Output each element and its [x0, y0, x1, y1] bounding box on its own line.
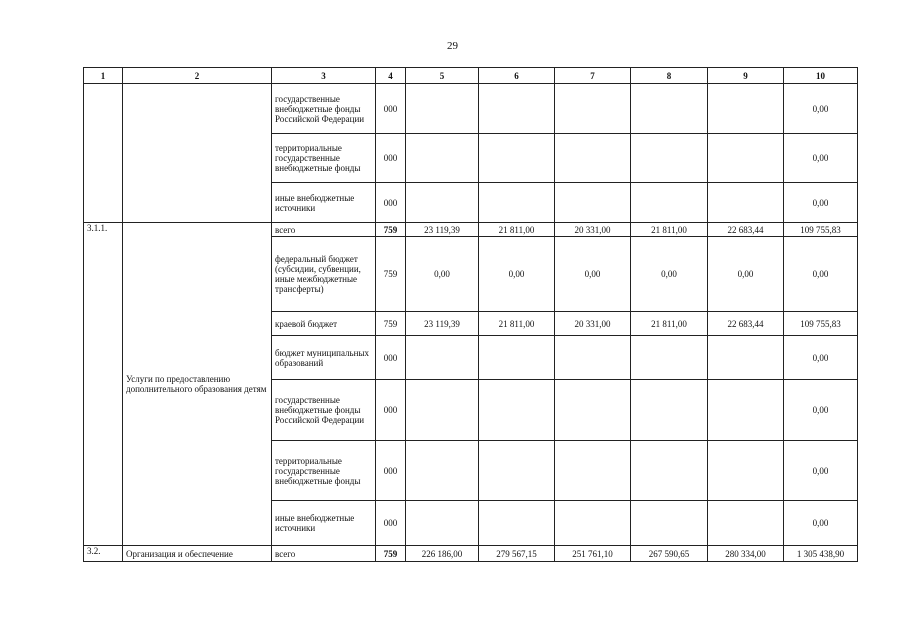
header-cell: 6 [479, 68, 555, 84]
value-cell: 22 683,44 [708, 312, 784, 336]
code-cell: 000 [376, 501, 406, 546]
total-cell: 0,00 [784, 501, 858, 546]
value-cell: 21 811,00 [631, 223, 708, 237]
value-cell [555, 336, 631, 380]
value-cell [479, 501, 555, 546]
value-cell [406, 441, 479, 501]
value-cell [555, 380, 631, 441]
code-cell: 000 [376, 380, 406, 441]
source-cell: территориальные государственные внебюджетные фонды [272, 134, 376, 183]
value-cell [631, 84, 708, 134]
header-row [84, 68, 858, 84]
empty-number-cell [84, 84, 123, 223]
source-cell: иные внебюджетные источники [272, 183, 376, 223]
header-cell: 3 [272, 68, 376, 84]
value-cell: 251 761,10 [555, 546, 631, 562]
header-cell: 4 [376, 68, 406, 84]
total-cell: 0,00 [784, 84, 858, 134]
total-cell: 0,00 [784, 441, 858, 501]
value-cell: 279 567,15 [479, 546, 555, 562]
value-cell: 21 811,00 [479, 312, 555, 336]
value-cell [631, 134, 708, 183]
value-cell [555, 441, 631, 501]
code-cell: 000 [376, 84, 406, 134]
header-cell: 10 [784, 68, 858, 84]
value-cell: 280 334,00 [708, 546, 784, 562]
value-cell [555, 183, 631, 223]
budget-table [83, 67, 858, 562]
value-cell [708, 501, 784, 546]
value-cell [555, 134, 631, 183]
code-cell: 000 [376, 183, 406, 223]
value-cell: 226 186,00 [406, 546, 479, 562]
total-cell: 109 755,83 [784, 312, 858, 336]
source-cell: краевой бюджет [272, 312, 376, 336]
value-cell [479, 336, 555, 380]
value-cell [708, 134, 784, 183]
value-cell: 0,00 [479, 237, 555, 312]
value-cell [631, 380, 708, 441]
header-cell: 5 [406, 68, 479, 84]
value-cell [479, 84, 555, 134]
section-number: 3.2. [84, 546, 123, 562]
total-cell: 1 305 438,90 [784, 546, 858, 562]
value-cell [631, 441, 708, 501]
table-row [84, 546, 858, 562]
header-cell: 9 [708, 68, 784, 84]
code-cell: 000 [376, 441, 406, 501]
value-cell: 0,00 [406, 237, 479, 312]
value-cell [555, 84, 631, 134]
value-cell [708, 84, 784, 134]
header-cell: 8 [631, 68, 708, 84]
value-cell: 21 811,00 [631, 312, 708, 336]
value-cell [708, 183, 784, 223]
value-cell [708, 441, 784, 501]
value-cell: 23 119,39 [406, 223, 479, 237]
total-cell: 0,00 [784, 183, 858, 223]
value-cell: 20 331,00 [555, 223, 631, 237]
value-cell [479, 134, 555, 183]
value-cell: 22 683,44 [708, 223, 784, 237]
section-number: 3.1.1. [84, 223, 123, 546]
code-cell: 759 [376, 312, 406, 336]
code-cell: 759 [376, 223, 406, 237]
value-cell [406, 84, 479, 134]
value-cell [631, 501, 708, 546]
total-cell: 0,00 [784, 237, 858, 312]
empty-name-cell [123, 84, 272, 223]
table-row [84, 84, 858, 134]
value-cell [406, 501, 479, 546]
value-cell: 0,00 [555, 237, 631, 312]
code-cell: 759 [376, 237, 406, 312]
table-row [84, 223, 858, 237]
header-cell: 7 [555, 68, 631, 84]
header-cell: 2 [123, 68, 272, 84]
value-cell [406, 336, 479, 380]
value-cell [631, 183, 708, 223]
value-cell [708, 380, 784, 441]
value-cell [406, 134, 479, 183]
total-cell: 0,00 [784, 336, 858, 380]
section-name: Организация и обеспечение [123, 546, 272, 562]
value-cell: 21 811,00 [479, 223, 555, 237]
total-cell: 0,00 [784, 380, 858, 441]
source-cell: государственные внебюджетные фонды Российской Федерации [272, 380, 376, 441]
value-cell: 267 590,65 [631, 546, 708, 562]
value-cell: 0,00 [708, 237, 784, 312]
total-cell: 0,00 [784, 134, 858, 183]
source-cell: территориальные государственные внебюджетные фонды [272, 441, 376, 501]
section-name: Услуги по предоставлению дополнительного образования детям [123, 223, 272, 546]
page-number: 29 [447, 40, 458, 52]
value-cell: 0,00 [631, 237, 708, 312]
value-cell [631, 336, 708, 380]
source-cell: государственные внебюджетные фонды Российской Федерации [272, 84, 376, 134]
source-cell: всего [272, 223, 376, 237]
value-cell [479, 183, 555, 223]
source-cell: федеральный бюджет (субсидии, субвенции, иные межбюджетные трансферты) [272, 237, 376, 312]
code-cell: 000 [376, 134, 406, 183]
value-cell: 23 119,39 [406, 312, 479, 336]
source-cell: иные внебюджетные источники [272, 501, 376, 546]
value-cell [555, 501, 631, 546]
code-cell: 759 [376, 546, 406, 562]
code-cell: 000 [376, 336, 406, 380]
value-cell: 20 331,00 [555, 312, 631, 336]
value-cell [406, 183, 479, 223]
header-cell: 1 [84, 68, 123, 84]
source-cell: всего [272, 546, 376, 562]
value-cell [708, 336, 784, 380]
source-cell: бюджет муниципальных образований [272, 336, 376, 380]
total-cell: 109 755,83 [784, 223, 858, 237]
value-cell [406, 380, 479, 441]
value-cell [479, 441, 555, 501]
value-cell [479, 380, 555, 441]
